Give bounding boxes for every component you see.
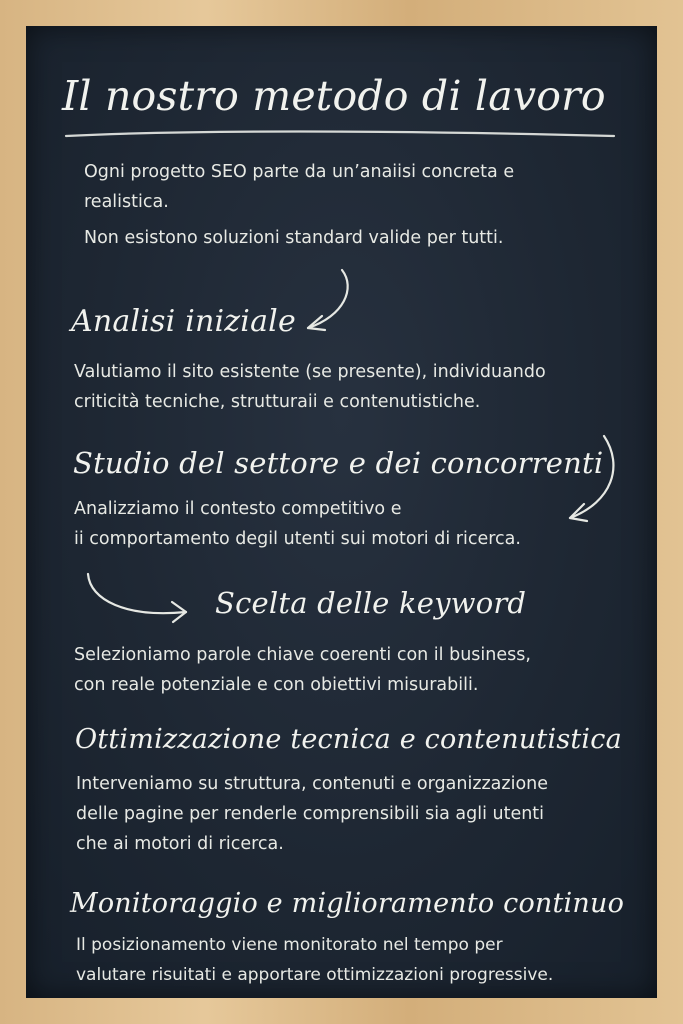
section-heading-studio: Studio del settore e dei concorrenti <box>73 446 604 480</box>
section-text-keyword <box>74 640 531 700</box>
section-heading-monitoraggio: Monitoraggio e miglioramento continuo <box>70 888 625 919</box>
section-line: criticità tecniche, strutturaii e contenutistiche. <box>74 392 481 412</box>
section-line: Interveniamo su struttura, contenuti e organizzazione <box>76 774 549 794</box>
page-title: Il nostro metodo di lavoro <box>62 72 606 120</box>
section-line: delle pagine per renderle comprensibili sia agli utenti <box>76 804 545 824</box>
section-text-monitoraggio <box>76 930 553 990</box>
section-line: Selezioniamo parole chiave coerenti con il business, <box>74 645 531 665</box>
section-line: Il posizionamento viene monitorato nel tempo per <box>76 935 503 955</box>
section-text-ottimizzazione <box>76 769 548 859</box>
section-heading-keyword: Scelta delle keyword <box>215 586 527 620</box>
section-line: valutare risuitati e apportare ottimizzazioni progressive. <box>76 965 554 985</box>
section-line: Valutiamo il sito esistente (se presente), individuando <box>74 362 546 382</box>
section-line: Analizziamo il contesto competitivo e <box>74 499 402 519</box>
intro-line: Ogni progetto SEO parte da un’anaiisi concreta e <box>84 162 515 182</box>
section-line: che ai motori di ricerca. <box>76 834 284 854</box>
section-line: con reale potenziale e con obiettivi misurabili. <box>74 675 479 695</box>
chalkboard <box>26 26 657 998</box>
intro-line: realistica. <box>84 192 169 212</box>
section-heading-ottimizzazione: Ottimizzazione tecnica e contenutistica <box>75 724 622 755</box>
section-heading-analisi: Analisi iniziale <box>71 304 296 339</box>
intro-line: Non esistono soluzioni standard valide per tutti. <box>84 228 504 248</box>
section-line: ii comportamento degil utenti sui motori di ricerca. <box>74 529 521 549</box>
